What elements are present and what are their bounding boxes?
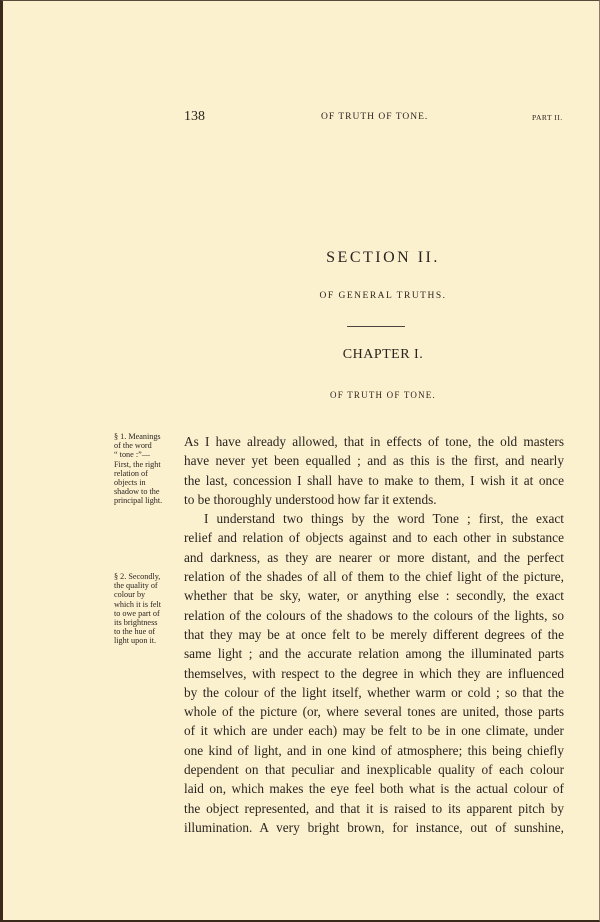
text-line: and darkness, as they are nearer or more distant, and the perfect [184, 549, 564, 565]
chapter-subtitle: OF TRUTH OF TONE. [330, 390, 436, 400]
sidenote-line: shadow to the [114, 487, 160, 497]
sidenote-line: which it is felt [114, 599, 162, 609]
sidenote-line: principal light. [114, 496, 163, 506]
sidenote-2 [114, 572, 182, 646]
text-line: dependent on that peculiar and inexplicable quality of each colour [184, 762, 564, 778]
sidenote-line: “ tone :”— [114, 450, 150, 460]
sidenote-1 [114, 432, 182, 506]
sidenote-line: to the hue of [114, 627, 156, 637]
page-number: 138 [184, 109, 205, 124]
running-title: OF TRUTH OF TONE. [321, 112, 429, 122]
text-line: whole of the picture (or, where several tones are united, those parts [184, 704, 564, 720]
text-line: of it which are under each) may be felt to be in one climate, under [184, 723, 564, 739]
text-line: illumination. A very bright brown, for instance, out of sunshine, [184, 819, 564, 835]
part-label: PART II. [532, 113, 563, 122]
text-line: one kind of light, and in one kind of atmosphere; this being chiefly [184, 742, 564, 758]
chapter-title: CHAPTER I. [342, 347, 424, 362]
text-line: the object represented, and that it is raised to its apparent pitch by [184, 800, 564, 816]
sidenote-line: First, the right [114, 459, 161, 469]
section-subtitle: OF GENERAL TRUTHS. [319, 291, 447, 301]
text-line: I understand two things by the word Tone ; first, the exact [204, 511, 564, 527]
section-title: SECTION II. [326, 249, 440, 266]
text-line: whether that be sky, water, or anything else : secondly, the exact [184, 588, 564, 604]
text-line: relief and relation of objects against and to each other in substance [184, 530, 564, 546]
sidenote-line: the quality of [114, 581, 158, 591]
running-head [3, 109, 600, 125]
text-line: same light ; and the accurate relation among the illuminated parts [184, 646, 564, 662]
sidenote-line: objects in [114, 478, 146, 488]
text-line: relation of the shades of all of them to the chief light of the picture, [184, 569, 564, 585]
text-line: relation of the colours of the shadows to the colours of the lights, so [184, 607, 564, 623]
sidenote-line: its brightness [114, 618, 158, 628]
text-line: have never yet been equalled ; and as this is the first, and nearly [184, 453, 564, 469]
sidenote-line: to owe part of [114, 608, 160, 618]
sidenote-line: § 2. Secondly, [114, 572, 161, 581]
sidenote-line: § 1. Meanings [114, 432, 161, 441]
body-text [184, 432, 564, 837]
sidenote-line: of the word [114, 441, 152, 451]
divider-rule [347, 326, 405, 327]
text-line: laid on, which makes the eye feel both what is the actual colour of [184, 781, 564, 797]
sidenote-line: light upon it. [114, 636, 157, 646]
text-line: the last, concession I shall have to make to them, I wish it at once [184, 472, 564, 488]
text-line: that they may be at once felt to be merely different degrees of the [184, 626, 564, 642]
text-line: themselves, with respect to the degree in which they are influenced [184, 665, 564, 681]
text-line: As I have already allowed, that in effects of tone, the old masters [184, 434, 564, 449]
sidenote-line: colour by [114, 590, 146, 600]
text-line: by the colour of the light itself, whether warm or cold ; so that the [184, 684, 564, 700]
sidenote-line: relation of [114, 468, 148, 478]
text-line: to be thoroughly understood how far it extends. [184, 491, 437, 507]
